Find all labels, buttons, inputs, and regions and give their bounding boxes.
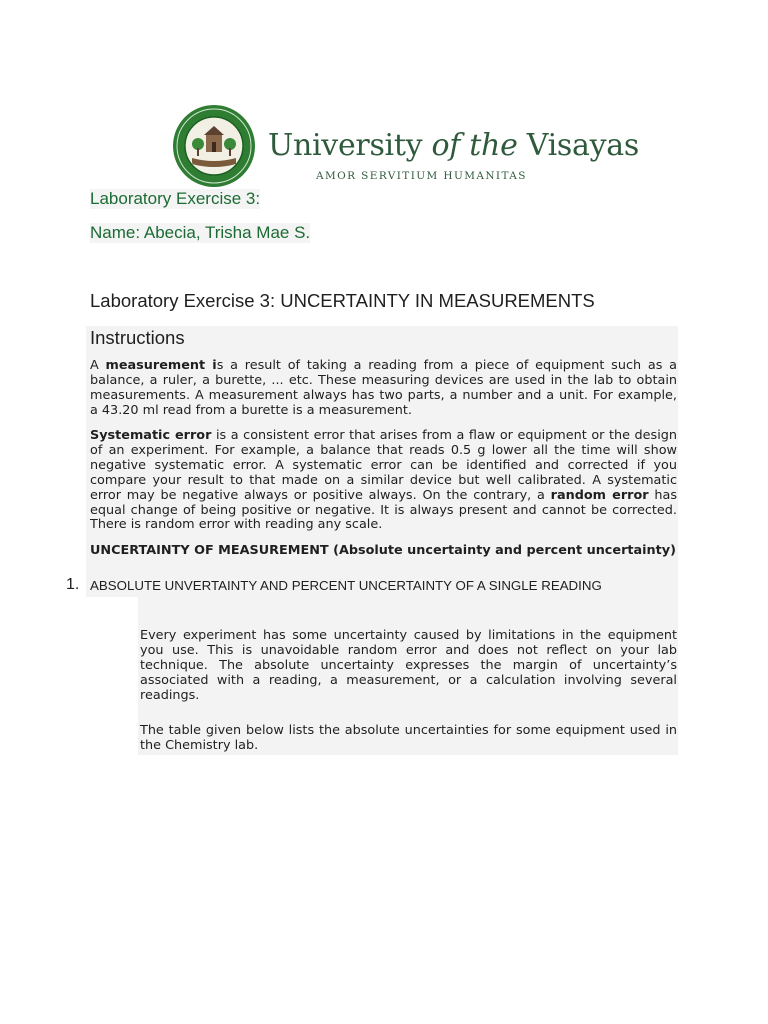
university-name-part2: Visayas	[517, 128, 639, 163]
list-number: 1.	[66, 576, 80, 593]
exercise-label: Laboratory Exercise 3:	[90, 189, 261, 208]
university-motto: AMOR SERVITIUM HUMANITAS	[316, 170, 527, 182]
page-title: Laboratory Exercise 3: UNCERTAINTY IN MEASUREMENTS	[90, 290, 595, 311]
uncertainty-heading: UNCERTAINTY OF MEASUREMENT (Absolute uncertainty and percent uncertainty)	[90, 543, 676, 558]
systematic-error-paragraph	[90, 429, 677, 533]
university-logo	[172, 104, 639, 190]
measurement-paragraph	[90, 359, 677, 419]
p1-text-pre: A	[90, 358, 106, 373]
university-name-italic: of the	[431, 128, 518, 163]
systematic-error-term: Systematic error	[90, 428, 212, 443]
p1-text-rest: s a result of taking a reading from a piece of equipment such as a balance, a ruler, a burette, ... etc. These measuring devices are used in the lab to obtain measurements. A measurement always has two parts, a number and a unit. For example, a 43.20 ml read from a burette is a measurement.	[90, 358, 677, 418]
university-name-part1: University	[268, 128, 432, 163]
university-seal-icon	[172, 104, 256, 188]
instructions-heading: Instructions	[90, 327, 185, 348]
measurement-term: measurement i	[105, 358, 217, 373]
random-error-term: random error	[550, 487, 649, 503]
student-name: Name: Abecia, Trisha Mae S.	[90, 223, 311, 242]
p2-text-mid: is a consistent error that arises from a flaw or equipment or the design of an experiment. For example, a balance that reads 0.5 g lower all the time will show negative systematic error. A systematic error can be identified and corrected if you compare your result to that made on a similar device but well calibrated. A systematic error may be negative always or positive always. On the contrary, a	[90, 428, 677, 503]
uncertainty-paragraph: Every experiment has some uncertainty caused by limitations in the equipment you use. This is unavoidable random error and does not reflect on your lab technique. The absolute uncertainty expresses the margin of uncertainty’s associated with a reading, a measurement, or a calculation involving several readings.	[140, 628, 677, 703]
p2-text-rest: has equal change of being positive or negative. It is always present and cannot be corrected. There is random error with reading any scale.	[90, 487, 678, 533]
table-intro-paragraph: The table given below lists the absolute uncertainties for some equipment used in the Chemistry lab.	[140, 723, 677, 753]
university-name	[268, 128, 639, 163]
list-item-heading: ABSOLUTE UNVERTAINTY AND PERCENT UNCERTAINTY OF A SINGLE READING	[90, 578, 602, 593]
